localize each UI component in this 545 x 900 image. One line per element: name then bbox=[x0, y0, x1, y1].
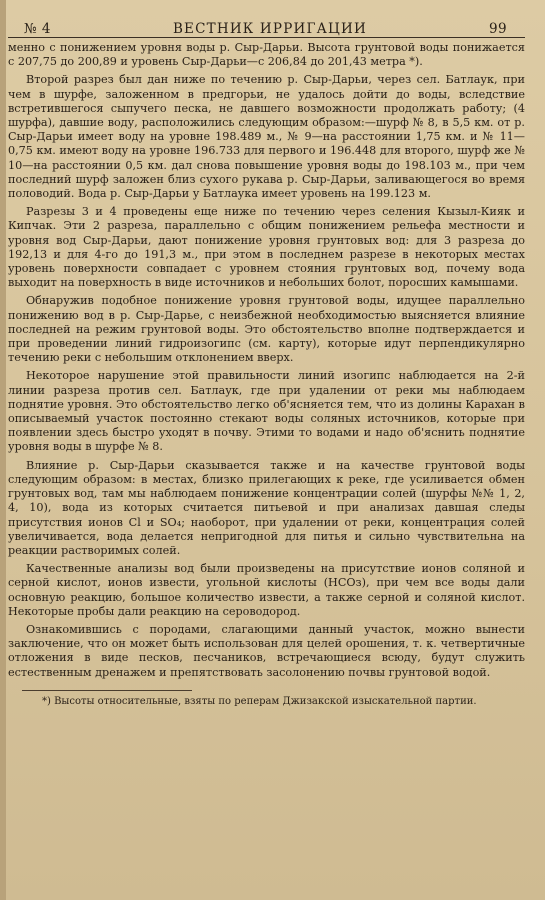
paragraph-6: Влияние р. Сыр-Дарьи сказывается также и на качестве грунтовой воды следующим образом: в местах, близко прилегающих к реке, где усиливается обмен грунтовых вод, там мы наблюдаем понижение концентрации солей (шурфы №№ 1, 2, 4, 10), вода из которых считается питьевой и при анализах давшая следы присутствия ионов Cl и SO₄; наоборот, при удалении от реки, концентрация солей увеличивается, вода делается непригодной для питья и сильно чувствительна на реакции растворимых солей. bbox=[8, 458, 525, 557]
page-number: 99 bbox=[489, 21, 507, 37]
paragraph-3: Разрезы 3 и 4 проведены еще ниже по течению через селения Кызыл-Кияк и Кипчак. Эти 2 разреза, параллельно с общим понижением рельефа местности и уровня вод Сыр-Дарьи, дают понижение уровня грунтовых вод: для 3 разреза до 192,13 и для 4-го до 191,3 м., при этом в последнем разрезе в некоторых местах уровень поверхности совпадает с уровнем стояния грунтовых вод, почему вода выходит на поверхность в виде источников и небольших болот, поросших камышами. bbox=[8, 205, 525, 290]
paragraph-8: Ознакомившись с породами, слагающими данный участок, можно вынести заключение, что он может быть использован для целей орошения, т. к. четвертичные отложения в виде песков, песчаников, встречающиеся всюду, будут служить естественным дренажем и препятствовать засолонению почвы грунтовой водой. bbox=[8, 622, 525, 679]
paragraph-1: менно с понижением уровня воды р. Сыр-Дарьи. Высота грунтовой воды понижается с 207,75 до 200,89 и уровень Сыр-Дарьи—с 206,84 до 201,43 метра *). bbox=[8, 41, 525, 69]
paragraph-2: Второй разрез был дан ниже по течению р. Сыр-Дарьи, через сел. Батлаук, при чем в шурфе, заложенном в предгорьи, не удалось дойти до воды, вследствие встретившегося сыпучего песка, не давшего возможности продолжать работу; (4 шурфа), давшие воду, расположились следующим образом:—шурф № 8, в 5,5 км. от р. Сыр-Дарьи имеет воду на уровне 198.489 м., № 9—на расстоянии 1,75 км. и № 11—0,75 км. имеют воду на уровне 196.733 для первого и 196.448 для второго, шурф же № 10—на расстоянии 0,5 км. дал снова повышение уровня воды до 198.103 м., при чем последний шурф заложен близ сухого рукава р. Сыр-Дарьи, заливающегося во время половодий. Вода р. Сыр-Дарьи у Батлаука имеет уровень на 199.123 м. bbox=[8, 73, 525, 201]
footnote: *) Высоты относительные, взяты по реперам Джизакской изыскательной партии. bbox=[42, 695, 477, 707]
paragraph-5: Некоторое нарушение этой правильности линий изогипс наблюдается на 2-й линии разреза против сел. Батлаук, где при удалении от реки мы наблюдаем поднятие уровня. Это обстоятельство легко об'ясняется тем, что из долины Карахан в описываемый участок постоянно стекают воды соляных источников, которые при появлении здесь быстро уходят в почву. Этими то водами и надо об'яснить поднятие уровня воды в шурфе № 8. bbox=[8, 369, 525, 454]
paragraph-7: Качественные анализы вод были произведены на присутствие ионов соляной и серной кислот, ионов извести, угольной кислоты (НСОз), при чем все воды дали основную реакцию, большое количество извести, а также серной и соляной кислот. Некоторые пробы дали реакцию на сероводород. bbox=[8, 562, 525, 618]
issue-number: № 4 bbox=[24, 21, 51, 37]
article-body bbox=[8, 41, 525, 680]
journal-title: ВЕСТНИК ИРРИГАЦИИ bbox=[172, 21, 367, 37]
paragraph-4: Обнаружив подобное понижение уровня грунтовой воды, идущее параллельно понижению вод в р. Сыр-Дарье, с неизбежной необходимостью выясняется влияние последней на режим грунтовой воды. Это обстоятельство вполне подтверждается и при проведении линий гидроизогипс (см. карту), которые идут перпендикулярно течению реки с небольшим отклонением вверх. bbox=[8, 294, 525, 365]
footnote-divider bbox=[22, 690, 192, 691]
page-header bbox=[8, 0, 525, 38]
page-edge bbox=[0, 0, 6, 900]
